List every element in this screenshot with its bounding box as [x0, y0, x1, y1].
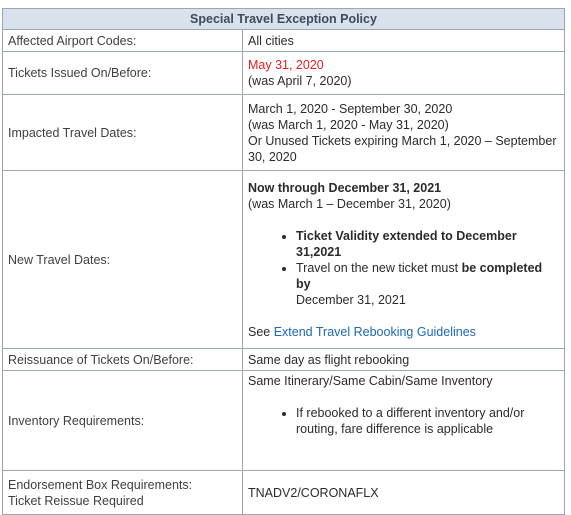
table-title: Special Travel Exception Policy: [3, 9, 565, 30]
impacted-line2: (was March 1, 2020 - May 31, 2020): [248, 117, 449, 132]
inventory-bullets: [248, 405, 559, 437]
rebooking-guidelines-link[interactable]: Extend Travel Rebooking Guidelines: [273, 324, 476, 339]
new-dates-headline: Now through December 31, 2021: [248, 180, 442, 195]
row-value-airports: All cities: [243, 30, 565, 52]
table-row: [3, 349, 565, 371]
row-value-issued: [243, 52, 565, 95]
see-prefix: See: [248, 324, 274, 339]
new-dates-bullets: [248, 228, 559, 308]
row-label-issued: Tickets Issued On/Before:: [3, 52, 243, 95]
bullet2-bold: be completed by: [296, 260, 543, 291]
table-header-row: [3, 9, 565, 30]
row-label-airports: Affected Airport Codes:: [3, 30, 243, 52]
impacted-line1: March 1, 2020 - September 30, 2020: [248, 101, 453, 116]
row-label-new-dates: New Travel Dates:: [3, 171, 243, 349]
table-row: [3, 95, 565, 171]
table-row: [3, 30, 565, 52]
new-dates-note: (was March 1 – December 31, 2020): [248, 196, 451, 211]
endorsement-label-line1: Endorsement Box Requirements:: [8, 477, 193, 492]
row-value-reissuance: Same day as flight rebooking: [243, 349, 565, 371]
inventory-value: Same Itinerary/Same Cabin/Same Inventory: [248, 374, 493, 388]
list-item: • If rebooked to a different inventory and/or routing, fare difference is applicable: [296, 405, 559, 437]
row-label-endorsement: [3, 471, 243, 515]
row-label-inventory: Inventory Requirements:: [3, 371, 243, 471]
row-value-new-dates: [243, 171, 565, 349]
row-value-inventory: [243, 371, 565, 471]
endorsement-label-line2: Ticket Reissue Required: [8, 493, 144, 508]
row-value-impacted: [243, 95, 565, 171]
bullet2-text: Travel on the new ticket must: [296, 260, 462, 275]
issued-date: May 31, 2020: [248, 58, 324, 72]
policy-table: [2, 8, 565, 515]
row-label-reissuance: Reissuance of Tickets On/Before:: [3, 349, 243, 371]
table-row: [3, 171, 565, 349]
table-row: [3, 371, 565, 471]
bullet2-date: December 31, 2021: [296, 292, 406, 307]
see-guidelines: [248, 324, 559, 340]
table-row: [3, 471, 565, 515]
impacted-line3: Or Unused Tickets expiring March 1, 2020 – September 30, 2020: [248, 133, 557, 164]
row-value-endorsement: TNADV2/CORONAFLX: [243, 471, 565, 515]
row-label-impacted: Impacted Travel Dates:: [3, 95, 243, 171]
table-row: [3, 52, 565, 95]
list-item: [296, 260, 559, 308]
issued-note: (was April 7, 2020): [248, 74, 352, 88]
list-item: • Ticket Validity extended to December 31,2021: [296, 228, 559, 260]
